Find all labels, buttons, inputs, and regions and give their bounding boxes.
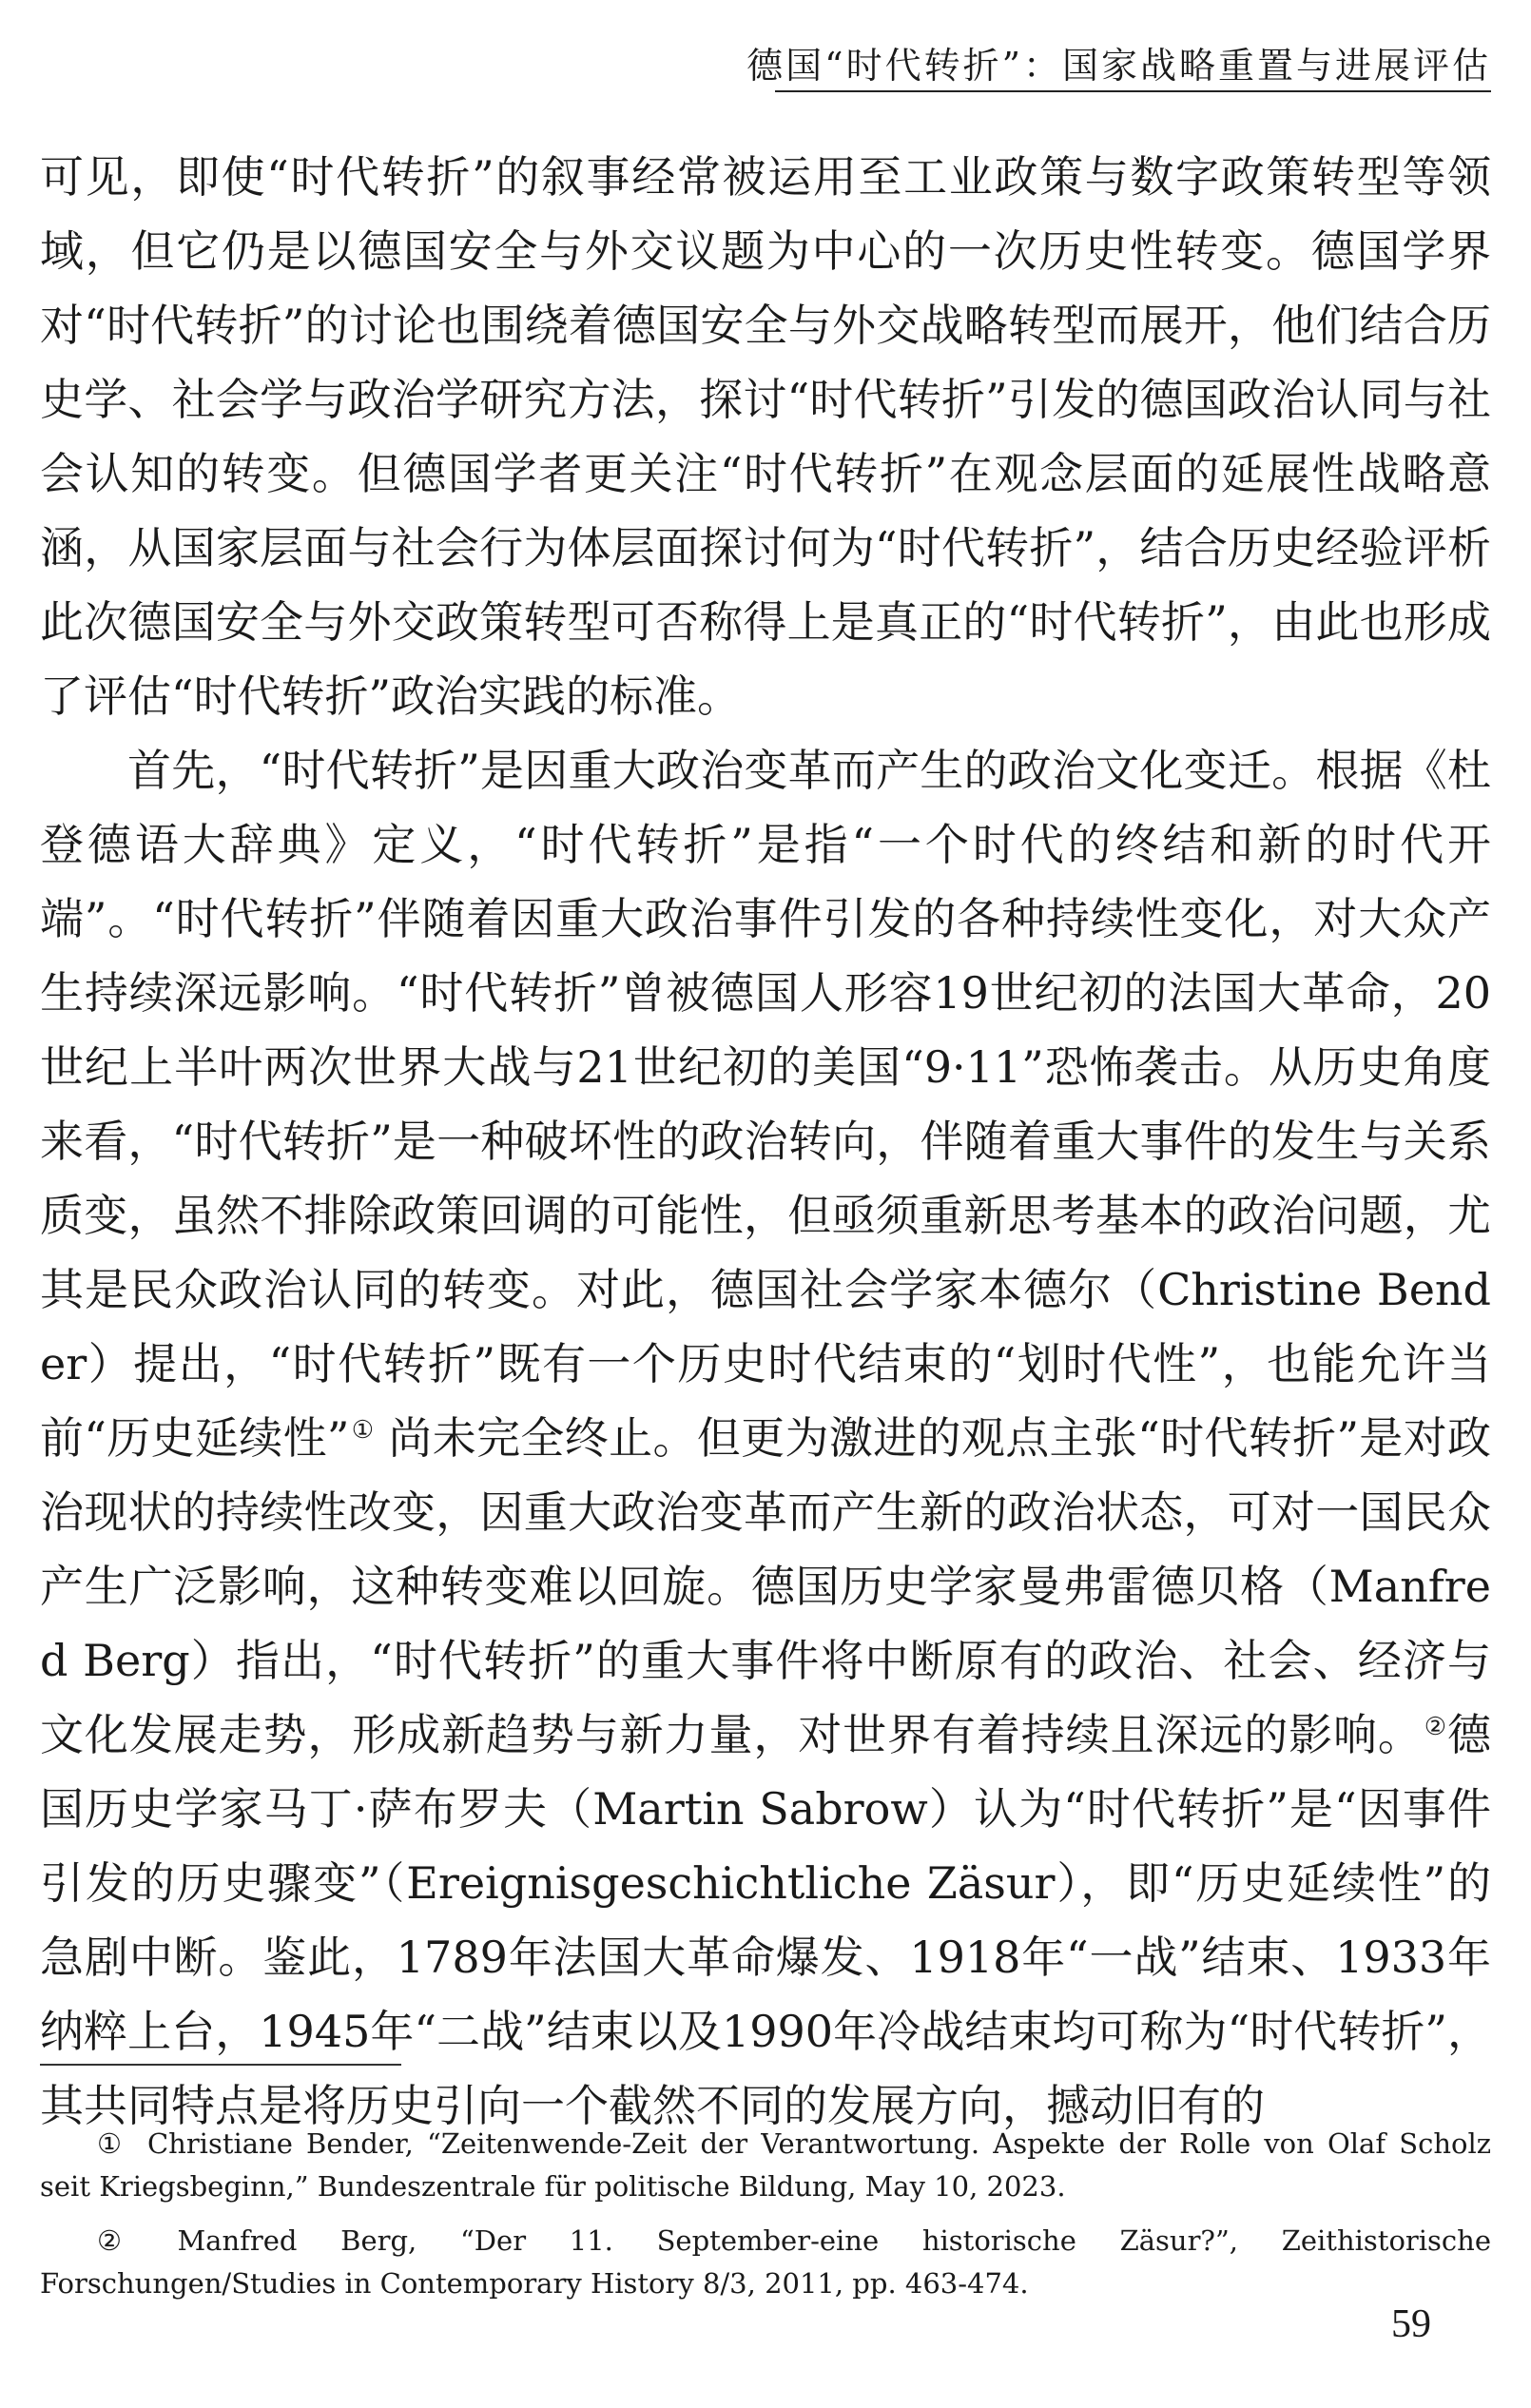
paragraph-1: 可见，即使“时代转折”的叙事经常被运用至工业政策与数字政策转型等领域，但它仍是以德国安全与外交议题为中心的一次历史性转变。德国学界对“时代转折”的讨论也围绕着德国安全与外交战略转型而展开，他们结合历史学、社会学与政治学研究方法，探讨“时代转折”引发的德国政治认同与社会认知的转变。但德国学者更关注“时代转折”在观念层面的延展性战略意涵，从国家层面与社会行为体层面探讨何为“时代转折”，结合历史经验评析此次德国安全与外交政策转型可否称得上是真正的“时代转折”，由此也形成了评估“时代转折”政治实践的标准。 <box>40 151 1491 722</box>
paragraph-2-part-3: 德国历史学家马丁·萨布罗夫（Martin Sabrow）认为“时代转折”是“因事件引发的历史骤变”（Ereignisgeschichtliche Zäsur），即“历史延续性”的急剧中断。鉴此，1789年法国大革命爆发、1918年“一战”结束、1933年纳粹上台，1945年“二战”结束以及1990年冷战结束均可称为“时代转折”，其共同特点是将历史引向一个截然不同的发展方向，撼动旧有的 <box>40 1709 1492 2131</box>
footnote-1-text: Christiane Bender, “Zeitenwende-Zeit der Verantwortung. Aspekte der Rolle von Olaf Scholz seit Kriegsbeginn,” Bundeszentrale für politische Bildung, May 10, 2023. <box>40 2127 1492 2203</box>
footnote-1-marker: ① <box>97 2127 126 2160</box>
footnote-ref-1[interactable]: ① <box>351 1415 375 1445</box>
footnote-2 <box>40 2220 1491 2305</box>
paragraph-2-part-2: 尚未完全终止。但更为激进的观点主张“时代转折”是对政治现状的持续性改变，因重大政治变革而产生新的政治状态，可对一国民众产生广泛影响，这种转变难以回旋。德国历史学家曼弗雷德贝格（Manfred Berg）指出，“时代转折”的重大事件将中断原有的政治、社会、经济与文化发展走势，形成新趋势与新力量，对世界有着持续且深远的影响。 <box>40 1412 1491 1760</box>
footnote-ref-2[interactable]: ② <box>1424 1712 1448 1741</box>
footnote-rule <box>40 2064 401 2066</box>
paragraph-2 <box>40 733 1491 2143</box>
paragraph-2-part-1: 首先，“时代转折”是因重大政治变革而产生的政治文化变迁。根据《杜登德语大辞典》定义，“时代转折”是指“一个时代的终结和新的时代开端”。“时代转折”伴随着因重大政治事件引发的各种持续性变化，对大众产生持续深远影响。“时代转折”曾被德国人形容19世纪初的法国大革命，20世纪上半叶两次世界大战与21世纪初的美国“9·11”恐怖袭击。从历史角度来看，“时代转折”是一种破坏性的政治转向，伴随着重大事件的发生与关系质变，虽然不排除政策回调的可能性，但亟须重新思考基本的政治问题，尤其是民众政治认同的转变。对此，德国社会学家本德尔（Christine Bender）提出，“时代转折”既有一个历史时代结束的“划时代性”，也能允许当前“历史延续性” <box>40 745 1491 1464</box>
body-text <box>40 140 1491 2143</box>
footnote-2-marker: ② <box>97 2224 157 2257</box>
footnote-2-text: Manfred Berg, “Der 11. September-eine historische Zäsur?”, Zeithistorische Forschungen/Studies in Contemporary History 8/3, 2011, pp. 463-474. <box>40 2224 1492 2300</box>
page-number: 59 <box>1391 2302 1431 2346</box>
footnotes <box>40 2123 1491 2317</box>
footnote-1 <box>40 2123 1491 2208</box>
running-header: 德国“时代转折”：国家战略重置与进展评估 <box>746 45 1491 87</box>
header-rule <box>775 90 1491 92</box>
